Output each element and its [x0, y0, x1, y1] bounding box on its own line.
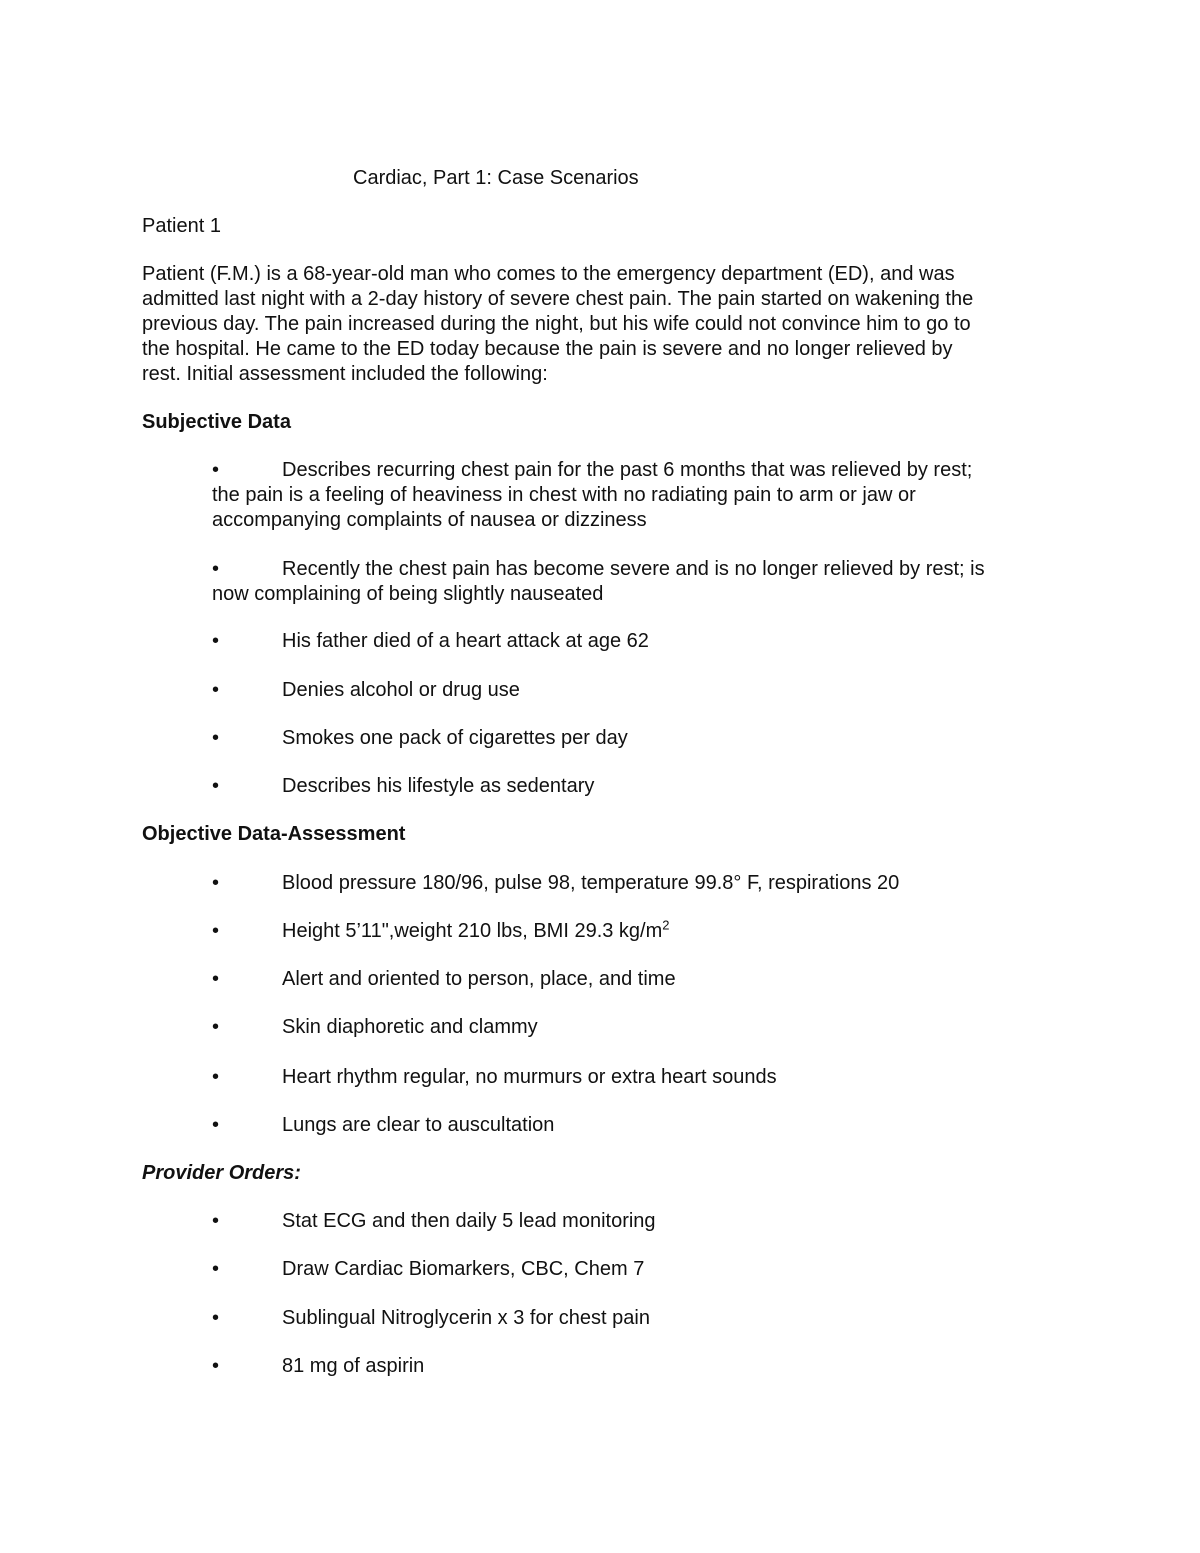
item-text: Stat ECG and then daily 5 lead monitoring — [282, 1210, 656, 1232]
intro-line: rest. Initial assessment included the following: — [142, 363, 548, 385]
subjective-item — [212, 726, 1072, 751]
item-text: Heart rhythm regular, no murmurs or extra heart sounds — [282, 1066, 777, 1088]
item-text: Describes recurring chest pain for the past 6 months that was relieved by rest; — [282, 459, 973, 481]
objective-item — [212, 967, 1072, 992]
objective-item — [212, 1015, 1072, 1040]
bullet-icon: • — [212, 1114, 220, 1136]
order-item — [212, 1306, 1072, 1331]
item-text: Sublingual Nitroglycerin x 3 for chest pain — [282, 1307, 650, 1329]
bullet-icon: • — [212, 920, 220, 942]
bullet-icon: • — [212, 775, 220, 797]
item-text: Recently the chest pain has become severe and is no longer relieved by rest; is — [282, 558, 985, 580]
item-text: Smokes one pack of cigarettes per day — [282, 727, 628, 749]
item-text: Draw Cardiac Biomarkers, CBC, Chem 7 — [282, 1258, 645, 1280]
subjective-heading: Subjective Data — [142, 411, 291, 433]
intro-line: Patient (F.M.) is a 68-year-old man who comes to the emergency department (ED), and was — [142, 263, 955, 285]
item-text: 81 mg of aspirin — [282, 1355, 425, 1377]
bullet-icon: • — [212, 1210, 220, 1232]
subjective-item — [212, 557, 1072, 607]
order-item — [212, 1209, 1072, 1234]
bullet-icon: • — [212, 459, 220, 481]
bullet-icon: • — [212, 1066, 220, 1088]
item-text: His father died of a heart attack at age 62 — [282, 630, 649, 652]
bullet-icon: • — [212, 1355, 220, 1377]
subjective-item — [212, 629, 1072, 654]
intro-line: the hospital. He came to the ED today because the pain is severe and no longer relieved by — [142, 338, 953, 360]
bullet-icon: • — [212, 872, 220, 894]
objective-item — [212, 1113, 1072, 1138]
orders-heading: Provider Orders: — [142, 1162, 301, 1184]
objective-item — [212, 871, 1072, 896]
bullet-icon: • — [212, 1307, 220, 1329]
bullet-icon: • — [212, 1016, 220, 1038]
objective-heading: Objective Data-Assessment — [142, 823, 406, 845]
bullet-icon: • — [212, 630, 220, 652]
bullet-icon: • — [212, 968, 220, 990]
order-item — [212, 1257, 1072, 1282]
intro-paragraph — [142, 262, 1062, 387]
item-text: Denies alcohol or drug use — [282, 679, 520, 701]
order-item — [212, 1354, 1072, 1379]
bullet-icon: • — [212, 558, 220, 580]
objective-item — [212, 919, 1072, 944]
item-text: Blood pressure 180/96, pulse 98, temperature 99.8° F, respirations 20 — [282, 872, 900, 894]
document-title: Cardiac, Part 1: Case Scenarios — [353, 167, 639, 189]
item-text: Alert and oriented to person, place, and time — [282, 968, 676, 990]
item-text: Height 5’11",weight 210 lbs, BMI 29.3 kg/m — [282, 920, 663, 942]
patient-label: Patient 1 — [142, 215, 221, 237]
item-text: Skin diaphoretic and clammy — [282, 1016, 538, 1038]
bullet-icon: • — [212, 679, 220, 701]
item-continuation: accompanying complaints of nausea or dizziness — [212, 509, 647, 531]
intro-line: admitted last night with a 2-day history of severe chest pain. The pain started on wakening the — [142, 288, 974, 310]
subjective-item — [212, 774, 1072, 799]
superscript: 2 — [662, 917, 670, 933]
item-continuation: now complaining of being slightly nauseated — [212, 583, 604, 605]
subjective-item — [212, 678, 1072, 703]
item-text: Lungs are clear to auscultation — [282, 1114, 555, 1136]
subjective-item — [212, 458, 1072, 533]
objective-item — [212, 1065, 1072, 1090]
item-continuation: the pain is a feeling of heaviness in chest with no radiating pain to arm or jaw or — [212, 484, 916, 506]
intro-line: previous day. The pain increased during the night, but his wife could not convince him to go to — [142, 313, 971, 335]
bullet-icon: • — [212, 1258, 220, 1280]
item-text: Describes his lifestyle as sedentary — [282, 775, 595, 797]
bullet-icon: • — [212, 727, 220, 749]
